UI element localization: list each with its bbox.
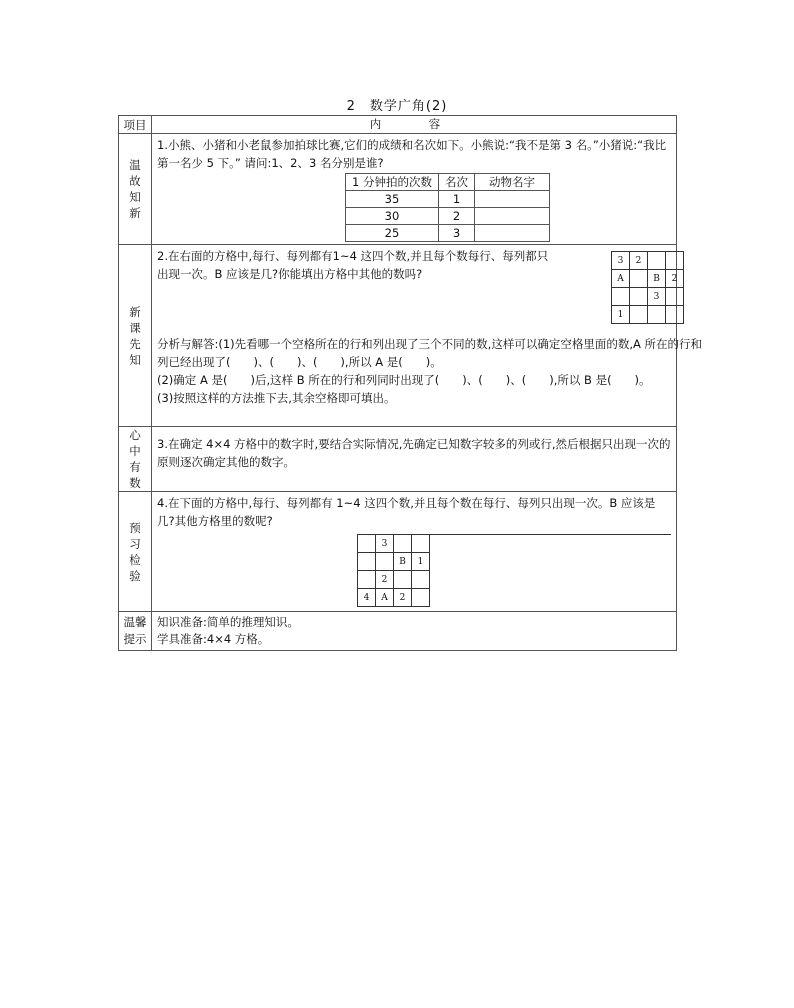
- question-4: 4.在下面的方格中,每行、每列都有 1~4 这四个数,并且每个数在每行、每列只出现一次。B 应该是几?其他方格里的数呢?: [157, 496, 656, 528]
- score-count: 25: [346, 225, 439, 242]
- grid-cell: A: [376, 589, 394, 607]
- new-lesson-row: [119, 245, 677, 427]
- sudoku-grid-2: [357, 534, 671, 607]
- review-label: 温故知新: [129, 158, 141, 220]
- grid-cell: [358, 535, 376, 553]
- heart-row: [119, 427, 677, 492]
- analysis-step-1: 分析与解答:(1)先看哪一个空格所在的行和列出现了三个不同的数,这样可以确定空格里面的数,A 所在的行和列已经出现了( )、( )、( ),所以 A 是( )。: [157, 337, 702, 369]
- tips-label-cell: [119, 612, 152, 651]
- grid-cell: 3: [648, 288, 666, 306]
- new-lesson-label: 新课先知: [129, 304, 141, 367]
- tips-label: 温馨提示: [123, 615, 147, 646]
- analysis-step-3: (3)按照这样的方法推下去,其余空格即可填出。: [157, 391, 396, 405]
- header-content-label: 内 容: [152, 116, 677, 134]
- preview-row: [119, 492, 677, 612]
- tips-row: [119, 612, 677, 651]
- score-rank: 3: [438, 225, 474, 242]
- grid-cell: 2: [666, 270, 684, 288]
- review-label-cell: [119, 134, 152, 245]
- score-animal-blank[interactable]: [474, 191, 549, 208]
- grid-cell: [376, 553, 394, 571]
- tips-content: [152, 612, 677, 651]
- header-row: [119, 116, 677, 134]
- grid-cell: 1: [612, 306, 630, 324]
- score-rank: 2: [438, 208, 474, 225]
- grid-cell: [358, 553, 376, 571]
- grid-cell: [666, 288, 684, 306]
- preview-label-cell: [119, 492, 152, 612]
- score-row: [346, 191, 550, 208]
- grid-cell: 3: [376, 535, 394, 553]
- review-question: 1.小熊、小猪和小老鼠参加拍球比赛,它们的成绩和名次如下。小熊说:“我不是第 3 名。”小猪说:“我比第一名少 5 下。” 请问:1、2、3 名分别是谁?: [157, 138, 667, 170]
- grid-cell: [412, 589, 430, 607]
- grid-cell: [666, 252, 684, 270]
- grid-cell: 1: [412, 553, 430, 571]
- score-header-animal: 动物名字: [474, 174, 549, 191]
- grid-cell: 4: [358, 589, 376, 607]
- grid-cell: [612, 288, 630, 306]
- analysis-step-2: (2)确定 A 是( )后,这样 B 所在的行和列同时出现了( )、( )、( ),所以 B 是( )。: [157, 373, 651, 387]
- grid-cell: [666, 306, 684, 324]
- grid-cell: [412, 535, 430, 553]
- header-item-label: [119, 116, 152, 134]
- worksheet-table: [118, 115, 702, 651]
- heart-content: 3.在确定 4×4 方格中的数字时,要结合实际情况,先确定已知数字较多的列或行,然后根据只出现一次的原则逐次确定其他的数字。: [152, 427, 677, 492]
- grid-cell: [394, 571, 412, 589]
- grid-cell: [412, 571, 430, 589]
- grid-cell: [394, 535, 412, 553]
- score-row: [346, 225, 550, 242]
- score-animal-blank[interactable]: [474, 225, 549, 242]
- new-lesson-label-cell: [119, 245, 152, 427]
- grid-cell: 2: [376, 571, 394, 589]
- score-row: [346, 208, 550, 225]
- grid-cell: 2: [394, 589, 412, 607]
- heart-label-cell: [119, 427, 152, 492]
- grid-cell: [630, 288, 648, 306]
- score-table-header: [346, 174, 550, 191]
- new-lesson-content: [152, 245, 702, 427]
- grid-cell: B: [394, 553, 412, 571]
- score-animal-blank[interactable]: [474, 208, 549, 225]
- score-count: 35: [346, 191, 439, 208]
- question-2: 2.在右面的方格中,每行、每列都有1~4 这四个数,并且每个数每行、每列都只出现一次。B 应该是几?你能填出方格中其他的数吗?: [157, 249, 549, 281]
- grid-cell: 3: [612, 252, 630, 270]
- header-col1-text: 项目: [123, 117, 147, 132]
- grid-cell: [358, 571, 376, 589]
- review-row: [119, 134, 677, 245]
- grid-cell: A: [612, 270, 630, 288]
- tips-knowledge: 知识准备:简单的推理知识。: [157, 615, 299, 629]
- preview-label: 预习检验: [129, 520, 141, 583]
- grid-cell: [630, 270, 648, 288]
- score-table: [345, 173, 550, 242]
- grid-cell: B: [648, 270, 666, 288]
- grid-cell: [630, 306, 648, 324]
- tips-tools: 学具准备:4×4 方格。: [157, 632, 270, 646]
- analysis-block: [157, 335, 702, 407]
- score-header-rank: 名次: [438, 174, 474, 191]
- score-rank: 1: [438, 191, 474, 208]
- grid-cell: [648, 306, 666, 324]
- grid-cell: 2: [630, 252, 648, 270]
- score-header-count: 1 分钟拍的次数: [346, 174, 439, 191]
- grid-cell: [648, 252, 666, 270]
- review-content: [152, 134, 677, 245]
- heart-label: 心中有数: [129, 428, 141, 490]
- sudoku-grid-1: [611, 251, 684, 324]
- preview-content: [152, 492, 677, 612]
- page-title: 2 数学广角(2): [346, 99, 448, 114]
- score-count: 30: [346, 208, 439, 225]
